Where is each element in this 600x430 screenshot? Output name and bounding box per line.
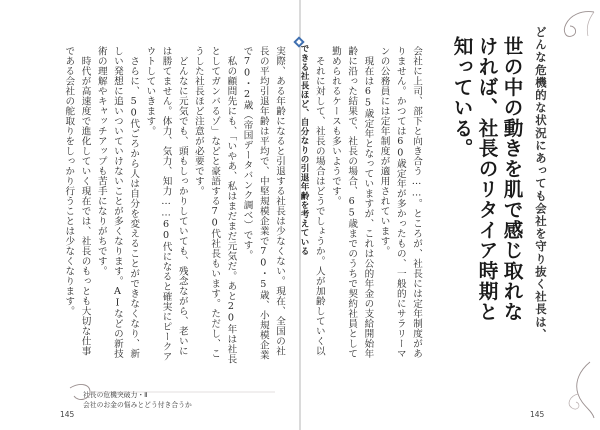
lead-text: どんな危機的な状況にあっても会社を守り抜く社長は、: [534, 26, 548, 341]
footer-flourish-icon: [60, 380, 280, 410]
running-title-chapter: 会社のお金の悩みとどう付き合うか: [83, 401, 192, 409]
running-title-series: 社長の危機突破力・Ⅱ: [83, 391, 148, 399]
flourish-top-icon: [540, 8, 596, 48]
body-text-right: 会社に上司、部下と向き合う……。ところが、社長には定年制度がありません。かつては60歳定年が多かったもの、一般的にサラリーマンの公務員には定年制度が適用されています。 現在は65歳定年となっていますが、これは公的年金の支給開始年齢に沿った結果で、社長の場合、65歳までのうちで契約社員として勤められるケースも多いようです。 それに対して、社長の場合はどうでしょうか。人が加齢していく以: [313, 46, 422, 359]
page-number-right: 145: [530, 410, 545, 419]
flourish-bottom-icon: [560, 360, 596, 420]
section-subheading: できる社長ほど、自分なりの引退年齢を考えている: [299, 44, 309, 256]
body-text-left: 実際、ある年齢になると引退する社長は少なくない。現在、全国の社長の平均引退年齢は平均で、中堅規模企業で70・5歳、小規模企業で70・2歳（帝国データバンク調べ）です。 私の顧問先にも、「いやあ、私はまだまだ元気だ。あと20年は社長としてガンバるゾ」などと豪語する70代社長もいます。ただし、こうした社長ほど注意が必要です。 どんなに元気でも、頭もしっかりしていても、残念ながら、老いには勝てません。体力、気力、知力……60代になると確実にピークアウトしていきます。 さらに、50代ごろから人は自分を変えることができなくなり、新しい発想に追いついていけないことが多くなります。AIなどの新技術の理解やキャッチアップも苦手になりがちです。 時代が高速度で進化していく現在では、社長のもっとも大切な仕事である会社の舵取りをしっかり行うことは少なくなります。: [63, 46, 285, 364]
page-number-left: 145: [60, 410, 75, 419]
chapter-headline: 世の中の動きを肌で感じ取れなければ、社長のリタイア時期と知っている。: [450, 36, 523, 322]
